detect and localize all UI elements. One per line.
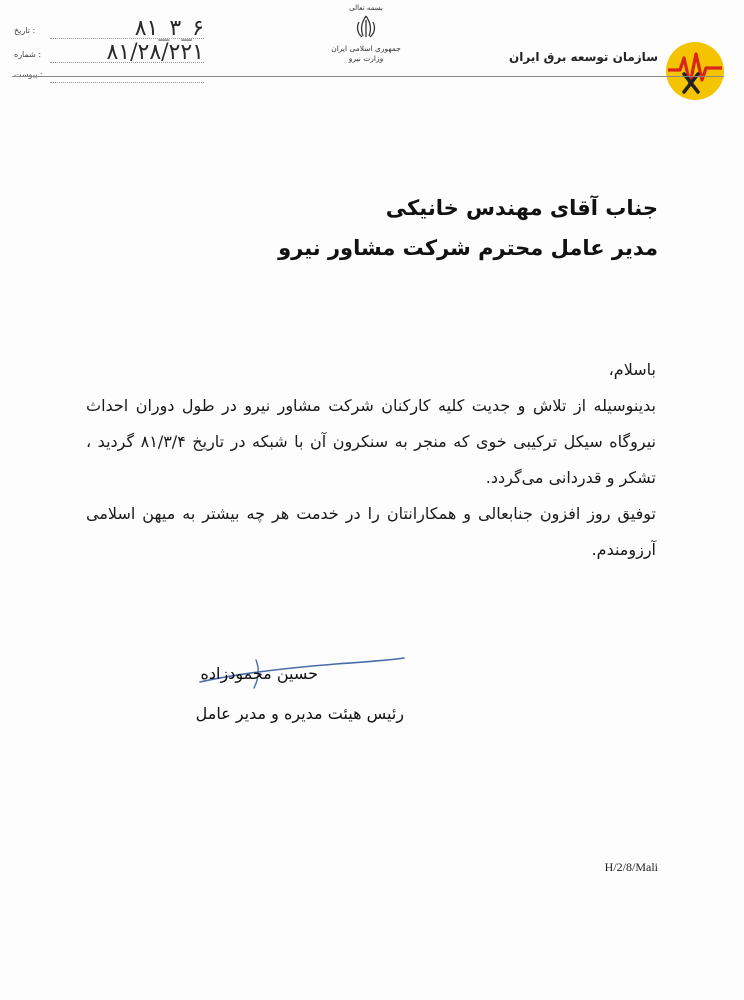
date-label: : تاریخ (14, 26, 36, 35)
organization-logo-icon (664, 40, 726, 102)
attachment-label: : پیوست (14, 70, 43, 79)
greeting: باسلام، (608, 360, 656, 379)
header-divider (12, 76, 724, 77)
signer-title: رئیس هیئت مدیره و مدیر عامل (195, 704, 404, 723)
body-paragraph-1: بدینوسیله از تلاش و جدیت کلیه کارکنان شرکت مشاور نیرو در طول دوران احداث نیروگاه سیکل ترکیبی خوی که منجر به سنکرون آن با شبکه در تاریخ ۸۱/۳/۴ گردید ، تشکر و قدردانی می‌گردد. (86, 396, 656, 487)
document-code: H/2/8/Mali (604, 860, 658, 874)
number-value: ۸۱/۲۸/۲۲۱ (106, 40, 204, 65)
date-value: ۸۱_۳_۶ (134, 16, 204, 41)
reference-block (10, 12, 210, 79)
addressee-block (58, 188, 658, 268)
date-row (10, 16, 210, 42)
addressee-position: مدیر عامل محترم شرکت مشاور نیرو (278, 236, 658, 260)
body-paragraph-2: توفیق روز افزون جنابعالی و همکارانتان را در خدمت هر چه بیشتر به میهن اسلامی آرزومندم. (86, 504, 656, 559)
number-row (10, 40, 210, 66)
letter-body (86, 352, 656, 568)
signer-name: حسین محمودزاده (200, 664, 318, 683)
organization-name: سازمان توسعه برق ایران (509, 50, 658, 64)
addressee-name: جناب آقای مهندس خانیکی (385, 196, 658, 220)
iran-emblem-icon (351, 14, 381, 40)
attachment-dots (50, 82, 204, 83)
ministry-text: وزارت نیرو (348, 54, 384, 63)
bismillah-text: بسمه تعالی (349, 4, 383, 12)
republic-text: جمهوری اسلامی ایران (331, 44, 401, 53)
number-label: : شماره (14, 50, 42, 59)
state-emblem-block (316, 4, 416, 74)
